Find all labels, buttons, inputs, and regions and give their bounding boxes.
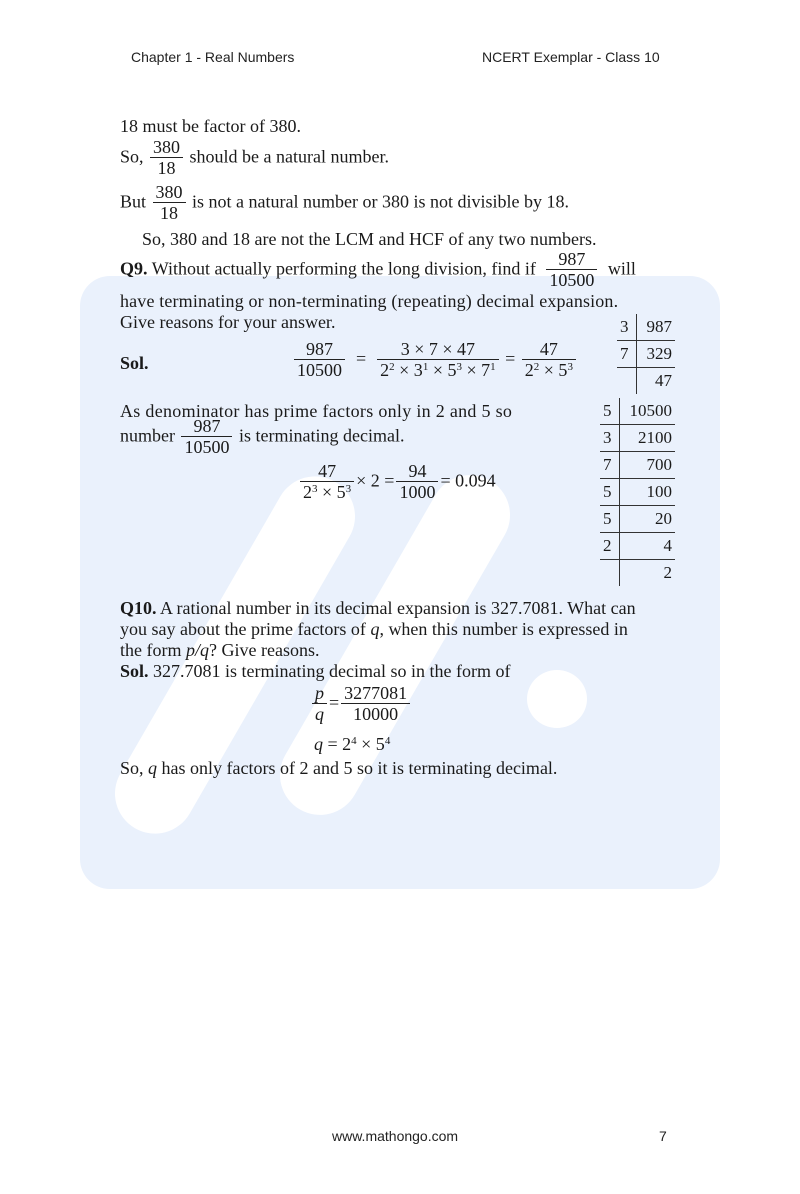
fraction: $\frac{47}{2^2 \times 5^3}$ xyxy=(522,340,576,381)
intro-line-2: So, $\frac{380}{18}$ should be a natural number. xyxy=(120,137,389,178)
fraction: $\frac{380}{18}$ xyxy=(150,138,183,179)
fraction: $\frac{987}{10500}$ xyxy=(294,340,345,381)
fraction: $\frac{987}{10500}$ xyxy=(181,417,232,458)
q10-sol-line: Sol. 327.7081 is terminating decimal so in the form of xyxy=(120,661,511,681)
intro-line-4: So, 380 and 18 are not the LCM and HCF of any two numbers. xyxy=(142,229,597,249)
q9-equation-2: $\frac{47}{2^3 \times 5^3}$ × 2 = $\frac{94}{1000}$ = 0.094 xyxy=(298,462,496,503)
q10-question-line-1: Q10. A rational number in its decimal expansion is 327.7081. What can xyxy=(120,598,636,618)
q9-reason-line-1: As denominator has prime factors only in 2 and 5 so xyxy=(120,401,513,421)
intro-line-3: But $\frac{380}{18}$ is not a natural number or 380 is not divisible by 18. xyxy=(120,182,569,223)
intro-line-1: 18 must be factor of 380. xyxy=(120,116,301,136)
division-table-987: 3 987 7 329 47 xyxy=(617,314,675,394)
q10-question-line-3: the form p/q? Give reasons. xyxy=(120,640,320,660)
fraction: $\frac{380}{18}$ xyxy=(153,183,186,224)
q10-conclusion: So, q has only factors of 2 and 5 so it is terminating decimal. xyxy=(120,758,558,778)
q9-question-line-2: have terminating or non-terminating (repeating) decimal expansion. xyxy=(120,291,619,311)
fraction: $\frac{3 \times 7 \times 47}{2^2 \times 3^1 \times 5^3 \times 7^1}$ xyxy=(377,340,498,381)
footer-page-number: 7 xyxy=(659,1128,667,1144)
fraction: $\frac{94}{1000}$ xyxy=(396,462,438,503)
q10-equation-1: $\frac{p}{q}$ = $\frac{3277081}{10000}$ xyxy=(310,684,412,725)
fraction: $\frac{987}{10500}$ xyxy=(546,250,597,291)
q9-question-line-1: Q9. Without actually performing the long division, find if $\frac{987}{10500}$ will xyxy=(120,249,636,290)
header-chapter: Chapter 1 - Real Numbers xyxy=(131,49,295,65)
q9-question-line-3: Give reasons for your answer. xyxy=(120,312,336,332)
header-book: NCERT Exemplar - Class 10 xyxy=(482,49,660,65)
watermark-dot xyxy=(527,670,587,728)
fraction: $\frac{47}{2^3 \times 5^3}$ xyxy=(300,462,354,503)
division-table-10500: 5 10500 3 2100 7 700 5 100 5 20 2 4 2 xyxy=(600,398,675,586)
q9-equation-1: $\frac{987}{10500}$ = $\frac{3 \times 7 \times 47}{2^2 \times 3^1 \times 5^3 \times 7^1}$ = $\frac{47}{2^2 \times 5^3}$ xyxy=(292,340,578,381)
q10-question-line-2: you say about the prime factors of q, when this number is expressed in xyxy=(120,619,628,639)
q9-reason-line-2: number $\frac{987}{10500}$ is terminating decimal. xyxy=(120,416,405,457)
footer-website: www.mathongo.com xyxy=(332,1128,459,1144)
q10-equation-2: $q = 2^4 \times 5^4$ xyxy=(314,734,391,754)
fraction: $\frac{3277081}{10000}$ xyxy=(341,684,410,725)
q9-sol-label: Sol. xyxy=(120,353,149,373)
fraction: $\frac{p}{q}$ xyxy=(312,684,327,725)
